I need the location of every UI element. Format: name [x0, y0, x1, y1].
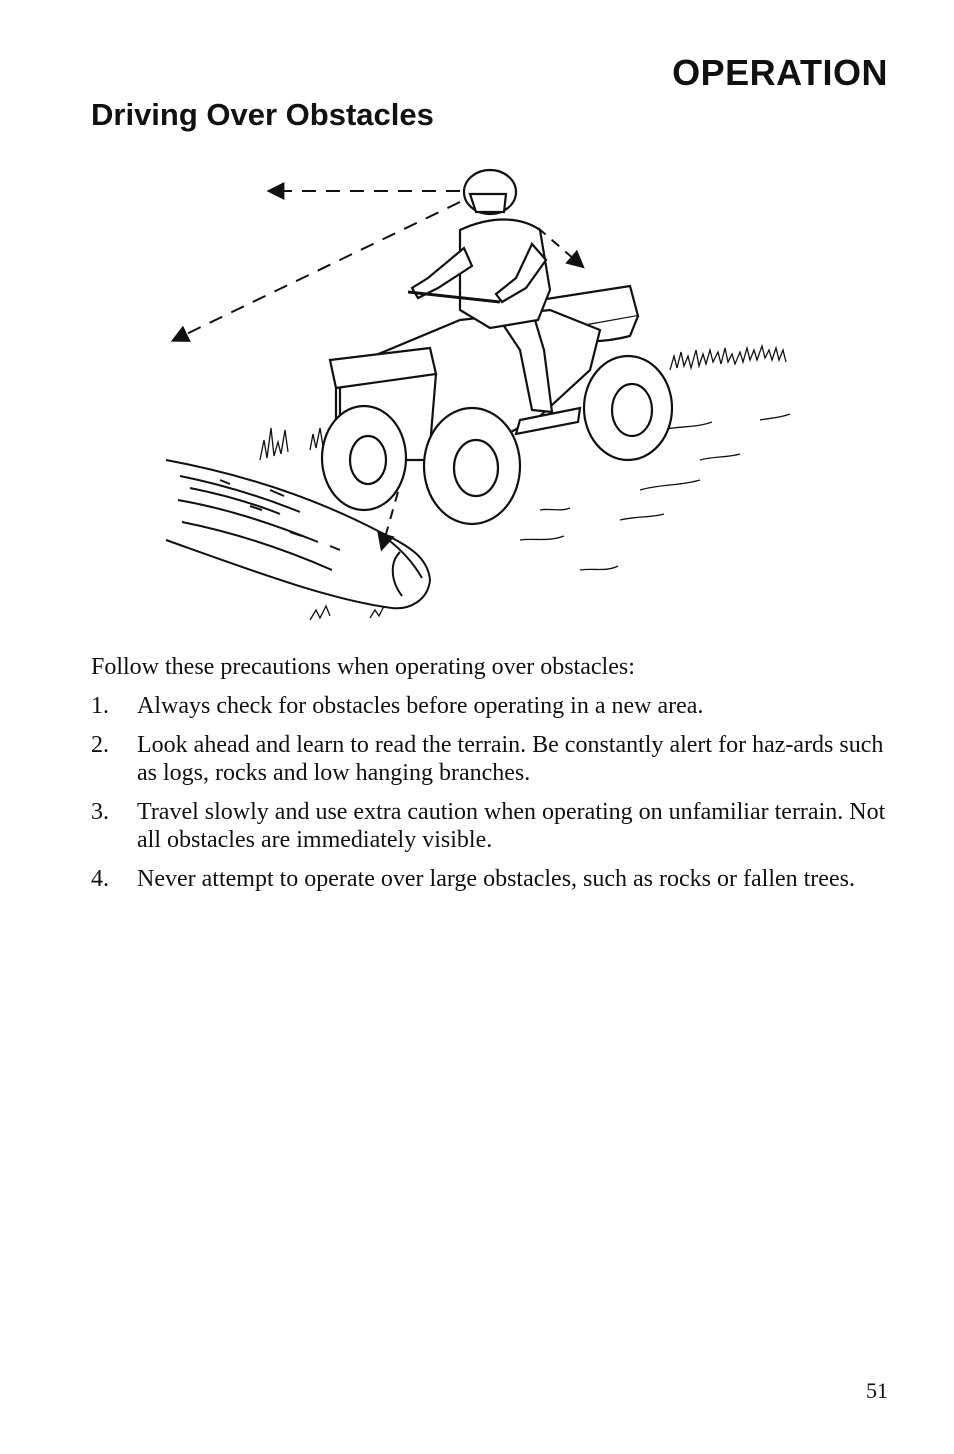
- list-item-number: 3.: [91, 799, 109, 825]
- list-item-number: 4.: [91, 866, 109, 892]
- page-title: Driving Over Obstacles: [91, 97, 434, 132]
- section-header: OPERATION: [672, 52, 888, 93]
- list-item-text: Always check for obstacles before operating in a new area.: [137, 693, 704, 719]
- list-item-text: Travel slowly and use extra caution when operating on unfamiliar terrain. Not all obstacles are immediately visible.: [137, 799, 886, 853]
- list-item: [91, 731, 891, 787]
- list-item-text: Never attempt to operate over large obstacles, such as rocks or fallen trees.: [137, 866, 855, 892]
- intro-text: Follow these precautions when operating over obstacles:: [91, 654, 635, 680]
- atv-rider-over-log-illustration: [160, 160, 820, 630]
- list-item-text: Look ahead and learn to read the terrain. Be constantly alert for haz-ards such as logs, rocks and low hanging branches.: [137, 732, 884, 786]
- precautions-list: [91, 692, 891, 904]
- list-item: [91, 798, 891, 854]
- list-item: [91, 692, 891, 720]
- page-number: 51: [866, 1378, 888, 1403]
- list-item-number: 1.: [91, 693, 109, 719]
- list-item: [91, 865, 891, 893]
- list-item-number: 2.: [91, 732, 109, 758]
